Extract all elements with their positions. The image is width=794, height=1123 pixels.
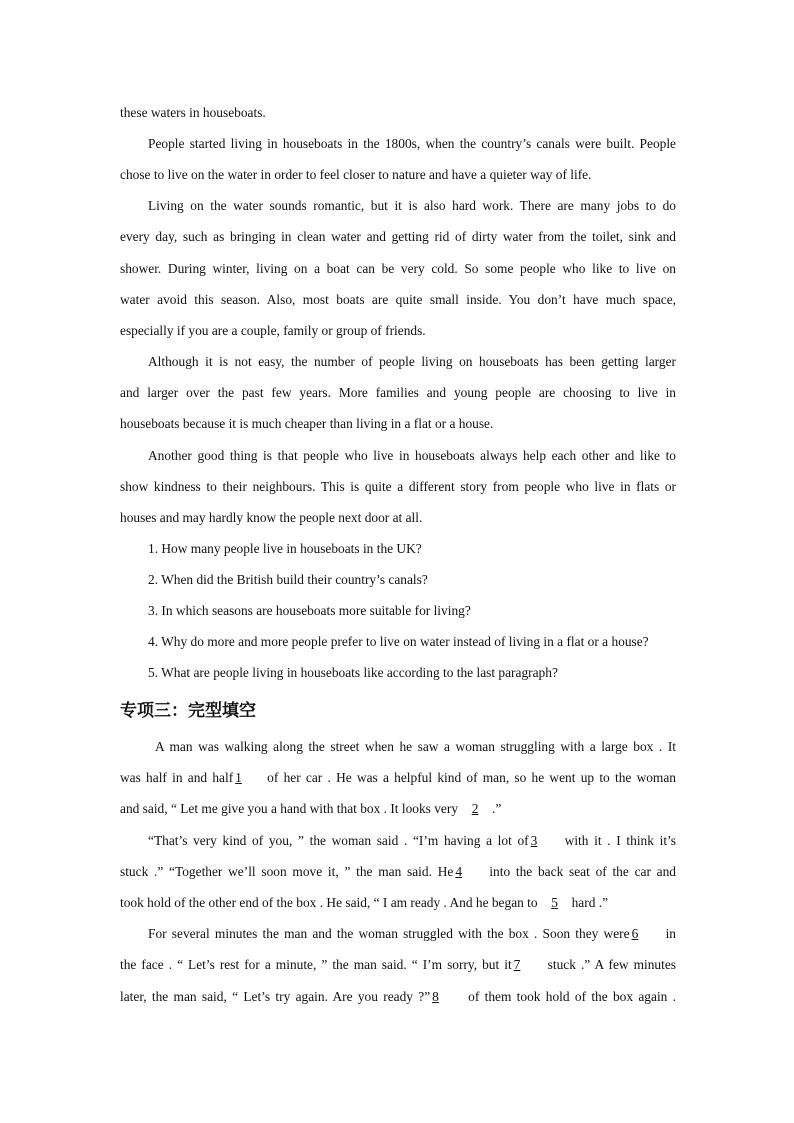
section-heading: 专项三：完型填空 [120, 701, 256, 721]
cloze-blank[interactable]: 2 [471, 801, 479, 816]
cloze-text: of her car . He was a helpful kind of man, so he went up to the woman [267, 770, 676, 785]
cloze-text: later, the man said, “ Let’s try again. Are you ready ?” [120, 989, 431, 1004]
cloze-blank[interactable]: 3 [530, 833, 538, 848]
passage-line: Living on the water sounds romantic, but it is also hard work. There are many jobs to do [148, 198, 676, 213]
cloze-text: the face . “ Let’s rest for a minute, ” the man said. “ I’m sorry, but it [120, 957, 512, 972]
cloze-blank[interactable]: 1 [235, 770, 242, 785]
passage-line: shower. During winter, living on a boat can be very cold. So some people who like to live on [120, 261, 676, 276]
cloze-text: with it . I think it’s [564, 833, 676, 848]
passage-line: People started living in houseboats in the 1800s, when the country’s canals were built. People [148, 136, 676, 151]
cloze-blank[interactable]: 4 [455, 864, 463, 879]
cloze-line [120, 988, 676, 1006]
cloze-blank[interactable]: 5 [551, 895, 558, 910]
cloze-text: was half in and half [120, 770, 234, 785]
passage-line: chose to live on the water in order to feel closer to nature and have a quieter way of life. [120, 167, 592, 182]
cloze-blank[interactable]: 7 [513, 957, 521, 972]
question-item: 2. When did the British build their country’s canals? [148, 572, 428, 587]
passage-line: every day, such as bringing in clean water and getting rid of dirty water from the toilet, sink and [120, 229, 676, 244]
cloze-text: stuck .” “Together we’ll soon move it, ” the man said. He [120, 864, 454, 879]
cloze-line [120, 769, 676, 787]
cloze-line [120, 800, 676, 818]
passage-line: Although it is not easy, the number of people living on houseboats has been getting larger [148, 354, 676, 369]
cloze-text: .” [492, 801, 502, 816]
cloze-line [120, 956, 676, 974]
passage-line: show kindness to their neighbours. This is quite a different story from people who live in flats or [120, 479, 676, 494]
cloze-line [120, 863, 676, 881]
passage-line: water avoid this season. Also, most boats are quite small inside. You don’t have much space, [120, 292, 676, 307]
cloze-text: in [665, 926, 676, 941]
cloze-text: and said, “ Let me give you a hand with that box . It looks very [120, 801, 459, 816]
cloze-text: of them took hold of the box again . [468, 989, 676, 1004]
question-item: 4. Why do more and more people prefer to live on water instead of living in a flat or a house? [148, 634, 649, 649]
cloze-line [148, 832, 676, 850]
cloze-text: stuck .” A few minutes [547, 957, 676, 972]
cloze-text: hard .” [571, 895, 609, 910]
cloze-text: For several minutes the man and the woman struggled with the box . Soon they were [148, 926, 630, 941]
cloze-blank[interactable]: 6 [631, 926, 639, 941]
cloze-line [120, 894, 676, 912]
question-item: 1. How many people live in houseboats in the UK? [148, 541, 422, 556]
passage-line: houseboats because it is much cheaper than living in a flat or a house. [120, 416, 494, 431]
passage-line: these waters in houseboats. [120, 105, 266, 120]
cloze-text: took hold of the other end of the box . He said, “ I am ready . And he began to [120, 895, 538, 910]
cloze-text: “That’s very kind of you, ” the woman said . “I’m having a lot of [148, 833, 529, 848]
question-item: 5. What are people living in houseboats like according to the last paragraph? [148, 665, 558, 680]
cloze-text: into the back seat of the car and [489, 864, 676, 879]
cloze-line [148, 925, 676, 943]
passage-line: especially if you are a couple, family or group of friends. [120, 323, 426, 338]
passage-line: houses and may hardly know the people next door at all. [120, 510, 423, 525]
passage-line: Another good thing is that people who live in houseboats always help each other and like to [148, 448, 676, 463]
cloze-blank[interactable]: 8 [432, 989, 439, 1004]
passage-line: and larger over the past few years. More families and young people are choosing to live in [120, 385, 676, 400]
cloze-line: A man was walking along the street when he saw a woman struggling with a large box . It [155, 739, 676, 754]
question-item: 3. In which seasons are houseboats more suitable for living? [148, 603, 471, 618]
